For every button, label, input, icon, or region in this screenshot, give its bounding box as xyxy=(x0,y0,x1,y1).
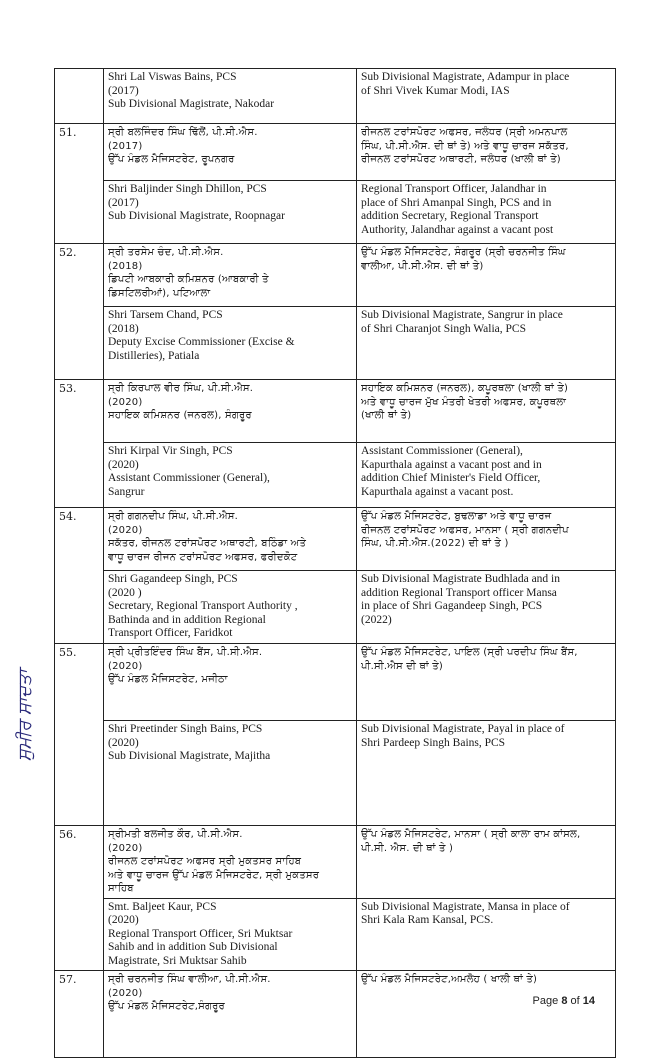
postings-table-body xyxy=(55,69,616,1058)
officer-english-line: (2020 ) xyxy=(108,586,142,599)
officer-english-line: Secretary, Regional Transport Authority , xyxy=(108,600,298,612)
serial-number: 53. xyxy=(55,380,104,508)
officer-english-line: Shri Baljinder Singh Dhillon, PCS xyxy=(108,183,267,195)
officer-punjabi-line: (2020) xyxy=(108,842,143,854)
serial-number: 55. xyxy=(55,644,104,826)
posting-punjabi-line: ਸਿੰਘ, ਪੀ.ਸੀ.ਐਸ. ਦੀ ਥਾਂ ਤੇ) ਅਤੇ ਵਾਧੂ ਚਾਰਜ ਸਕੱਤਰ, xyxy=(361,140,569,152)
posting-english-line: place of Shri Amanpal Singh, PCS and in xyxy=(361,196,552,209)
officer-english-line: Shri Gagandeep Singh, PCS xyxy=(108,573,238,585)
officer-english xyxy=(104,307,357,380)
posting-punjabi xyxy=(357,380,616,443)
serial-number: 54. xyxy=(55,508,104,644)
officer-punjabi-line: (2020) xyxy=(108,396,143,408)
serial-number: 51. xyxy=(55,124,104,244)
officer-punjabi-line: ਡਿਸਟਿਲਰੀਆਂ), ਪਟਿਆਲਾ xyxy=(108,287,211,299)
officer-english-line: (2018) xyxy=(108,322,139,335)
posting-english xyxy=(357,443,616,508)
officer-english xyxy=(104,69,357,124)
posting-punjabi-line: ਰੀਜਨਲ ਟਰਾਂਸਪੋਰਟ ਅਥਾਰਟੀ, ਜਲੰਧਰ (ਖਾਲੀ ਥਾਂ ਤੇ) xyxy=(361,154,561,165)
officer-english-line: (2017) xyxy=(108,196,139,209)
officer-english-line: Magistrate, Sri Muktsar Sahib xyxy=(108,954,247,967)
officer-punjabi-line: ਸ੍ਰੀ ਚਰਨਜੀਤ ਸਿੰਘ ਵਾਲੀਆ, ਪੀ.ਸੀ.ਐਸ. xyxy=(108,974,271,985)
page-total: 14 xyxy=(582,995,595,1007)
officer-english xyxy=(104,181,357,244)
officer-english-line: Deputy Excise Commissioner (Excise & xyxy=(108,336,295,348)
officer-punjabi-line: ਸਹਾਇਕ ਕਮਿਸ਼ਨਰ (ਜਨਰਲ), ਸੰਗਰੂਰ xyxy=(108,410,252,421)
postings-table xyxy=(54,68,616,1058)
officer-punjabi-line: (2020) xyxy=(108,987,143,999)
posting-punjabi-line: ਸਹਾਇਕ ਕਮਿਸ਼ਨਰ (ਜਨਰਲ), ਕਪੂਰਥਲਾ (ਖਾਲੀ ਥਾਂ ਤੇ) xyxy=(361,383,569,394)
posting-punjabi-line: ਉੱਪ ਮੰਡਲ ਮੈਜਿਸਟਰੇਟ, ਬੁਢਲਾਡਾ ਅਤੇ ਵਾਧੂ ਚਾਰਜ xyxy=(361,511,552,522)
posting-punjabi-line: (ਖਾਲੀ ਥਾਂ ਤੇ) xyxy=(361,410,412,421)
table-row xyxy=(55,508,616,571)
serial-number xyxy=(55,69,104,124)
table-row xyxy=(55,443,616,508)
table-row xyxy=(55,571,616,644)
officer-english-line: Smt. Baljeet Kaur, PCS xyxy=(108,900,217,913)
posting-english xyxy=(357,721,616,826)
officer-punjabi-line: ਸ੍ਰੀ ਕਿਰਪਾਲ ਵੀਰ ਸਿੰਘ, ਪੀ.ਸੀ.ਐਸ. xyxy=(108,383,254,394)
officer-punjabi-line: (2018) xyxy=(108,260,143,272)
officer-english-line: Sub Divisional Magistrate, Majitha xyxy=(108,750,271,762)
serial-number: 52. xyxy=(55,244,104,380)
table-row xyxy=(55,644,616,721)
table-row xyxy=(55,971,616,1058)
officer-english-line: (2017) xyxy=(108,84,139,97)
officer-punjabi xyxy=(104,244,357,307)
posting-punjabi-line: ਰੀਜਨਲ ਟਰਾਂਸਪੋਰਟ ਅਫਸਰ, ਜਲੰਧਰ (ਸ੍ਰੀ ਅਮਨਪਾਲ xyxy=(361,127,568,138)
posting-punjabi-line: ਪੀ.ਸੀ. ਐਸ. ਦੀ ਥਾਂ ਤੇ ) xyxy=(361,842,454,854)
officer-punjabi-line: ਸ੍ਰੀ ਪ੍ਰੀਤਇੰਦਰ ਸਿੰਘ ਬੈਂਸ, ਪੀ.ਸੀ.ਐਸ. xyxy=(108,647,263,658)
posting-punjabi-line: ਉੱਪ ਮੰਡਲ ਮੈਜਿਸਟਰੇਟ, ਪਾਇਲ (ਸ੍ਰੀ ਪਰਦੀਪ ਸਿੰਘ ਬੈਂਸ, xyxy=(361,647,578,658)
officer-punjabi-line: ਸ੍ਰੀਮਤੀ ਬਲਜੀਤ ਕੌਰ, ਪੀ.ਸੀ.ਐਸ. xyxy=(108,829,243,840)
officer-english-line: Bathinda and in addition Regional xyxy=(108,613,266,626)
officer-english-line: Regional Transport Officer, Sri Muktsar xyxy=(108,927,293,940)
officer-punjabi xyxy=(104,124,357,181)
posting-english-line: Sub Divisional Magistrate, Adampur in place xyxy=(361,71,570,83)
posting-punjabi-line: ਉੱਪ ਮੰਡਲ ਮੈਜਿਸਟਰੇਟ, ਮਾਨਸਾ ( ਸ੍ਰੀ ਕਾਲਾ ਰਾਮ ਕਾਂਸਲ, xyxy=(361,829,581,840)
page-footer xyxy=(533,995,595,1007)
officer-english-line: Shri Lal Viswas Bains, PCS xyxy=(108,71,237,83)
table-row xyxy=(55,721,616,826)
table-row xyxy=(55,124,616,181)
officer-english-line: (2020) xyxy=(108,736,139,749)
officer-punjabi-line: ਉੱਪ ਮੰਡਲ ਮੈਜਿਸਟਰੇਟ, ਮਜੀਠਾ xyxy=(108,674,228,685)
posting-punjabi-line: ਵਾਲੀਆ, ਪੀ.ਸੀ.ਐਸ. ਦੀ ਥਾਂ ਤੇ) xyxy=(361,260,484,272)
officer-english-line: Shri Kirpal Vir Singh, PCS xyxy=(108,445,233,457)
posting-punjabi xyxy=(357,508,616,571)
table-row xyxy=(55,181,616,244)
posting-english-line: of Shri Charanjot Singh Walia, PCS xyxy=(361,322,526,335)
officer-english-line: Assistant Commissioner (General), xyxy=(108,472,270,484)
officer-punjabi xyxy=(104,380,357,443)
posting-english-line: Sub Divisional Magistrate, Payal in place of xyxy=(361,723,565,735)
posting-punjabi-line: ਪੀ.ਸੀ.ਐਸ ਦੀ ਥਾਂ ਤੇ) xyxy=(361,660,443,672)
posting-english-line: Shri Pardeep Singh Bains, PCS xyxy=(361,736,506,749)
posting-english-line: Shri Kala Ram Kansal, PCS. xyxy=(361,914,494,926)
officer-punjabi-line: ਸ੍ਰੀ ਬਲਜਿੰਦਰ ਸਿੰਘ ਢਿੱਲੋਂ, ਪੀ.ਸੀ.ਐਸ. xyxy=(108,127,258,138)
table-row xyxy=(55,380,616,443)
officer-punjabi-line: (2017) xyxy=(108,140,143,152)
posting-english-line: addition Chief Minister's Field Officer, xyxy=(361,472,541,484)
officer-punjabi-line: ਅਤੇ ਵਾਧੂ ਚਾਰਜ ਉੱਪ ਮੰਡਲ ਮੈਜਿਸਟਰੇਟ, ਸ੍ਰੀ ਮੁਕਤਸਰ xyxy=(108,869,320,881)
signature-stamp xyxy=(7,655,43,775)
posting-english xyxy=(357,307,616,380)
posting-english xyxy=(357,571,616,644)
posting-english-line: Assistant Commissioner (General), xyxy=(361,445,523,457)
officer-punjabi-line: ਸਾਹਿਬ xyxy=(108,883,134,894)
posting-english xyxy=(357,898,616,971)
posting-punjabi-line: ਅਤੇ ਵਾਧੂ ਚਾਰਜ ਮੁੱਖ ਮੰਤਰੀ ਖੇਤਰੀ ਅਫਸਰ, ਕਪੂਰਥਲਾ xyxy=(361,396,567,408)
signature-text: ਸੁਮੀਰ ਸਾਦਤਾ xyxy=(14,669,36,761)
posting-english-line: in place of Shri Gagandeep Singh, PCS xyxy=(361,600,543,612)
posting-english xyxy=(357,181,616,244)
posting-punjabi xyxy=(357,644,616,721)
posting-punjabi-line: ਉੱਪ ਮੰਡਲ ਮੈਜਿਸਟਰੇਟ,ਅਮਲੋਹ ( ਖਾਲੀ ਥਾਂ ਤੇ) xyxy=(361,974,538,985)
officer-english-line: Sub Divisional Magistrate, Nakodar xyxy=(108,98,275,110)
posting-english-line: (2022) xyxy=(361,613,392,626)
officer-punjabi xyxy=(104,644,357,721)
table-row xyxy=(55,307,616,380)
officer-english-line: (2020) xyxy=(108,458,139,471)
page-number: 8 xyxy=(561,995,568,1007)
officer-punjabi-line: ਉੱਪ ਮੰਡਲ ਮੈਜਿਸਟਰੇਟ,ਸੰਗਰੂਰ xyxy=(108,1001,225,1012)
of-label: of xyxy=(570,995,580,1007)
posting-english xyxy=(357,69,616,124)
posting-punjabi xyxy=(357,244,616,307)
posting-punjabi-line: ਸਿੰਘ, ਪੀ.ਸੀ.ਐਸ.(2022) ਦੀ ਥਾਂ ਤੇ ) xyxy=(361,538,509,549)
table-row xyxy=(55,826,616,899)
officer-english-line: Sahib and in addition Sub Divisional xyxy=(108,941,278,953)
officer-punjabi xyxy=(104,826,357,899)
posting-punjabi-line: ਉੱਪ ਮੰਡਲ ਮੈਜਿਸਟਰੇਟ, ਸੰਗਰੂਰ (ਸ੍ਰੀ ਚਰਨਜੀਤ ਸਿੰਘ xyxy=(361,247,566,258)
table-row xyxy=(55,69,616,124)
page-label: Page xyxy=(532,995,559,1007)
officer-punjabi xyxy=(104,971,357,1058)
officer-english xyxy=(104,443,357,508)
officer-punjabi xyxy=(104,508,357,571)
posting-english-line: of Shri Vivek Kumar Modi, IAS xyxy=(361,84,510,97)
table-row xyxy=(55,244,616,307)
officer-punjabi-line: ਉੱਪ ਮੰਡਲ ਮੈਜਿਸਟਰੇਟ, ਰੂਪਨਗਰ xyxy=(108,154,235,165)
posting-english-line: Authority, Jalandhar against a vacant post xyxy=(361,223,554,236)
officer-english xyxy=(104,898,357,971)
officer-english xyxy=(104,721,357,826)
officer-punjabi-line: ਵਾਧੂ ਚਾਰਜ ਰੀਜਨ ਟਰਾਂਸਪੋਰਟ ਅਫਸਰ, ਫਰੀਦਕੋਟ xyxy=(108,551,298,563)
officer-punjabi-line: (2020) xyxy=(108,524,143,536)
posting-punjabi xyxy=(357,124,616,181)
officer-punjabi-line: ਡਿਪਟੀ ਆਬਕਾਰੀ ਕਮਿਸ਼ਨਰ (ਆਬਕਾਰੀ ਤੇ xyxy=(108,274,269,285)
officer-punjabi-line: ਸਕੱਤਰ, ਰੀਜਨਲ ਟਰਾਂਸਪੋਰਟ ਅਥਾਰਟੀ, ਬਠਿੰਡਾ ਅਤੇ xyxy=(108,538,307,549)
officer-english-line: Shri Tarsem Chand, PCS xyxy=(108,309,223,321)
posting-english-line: Sub Divisional Magistrate, Mansa in place of xyxy=(361,900,570,913)
officer-punjabi-line: ਸ੍ਰੀ ਗਗਨਦੀਪ ਸਿੰਘ, ਪੀ.ਸੀ.ਐਸ. xyxy=(108,511,239,522)
officer-english-line: Transport Officer, Faridkot xyxy=(108,627,233,639)
officer-english-line: Sub Divisional Magistrate, Roopnagar xyxy=(108,210,285,222)
officer-english-line: (2020) xyxy=(108,914,139,926)
serial-number: 57. xyxy=(55,971,104,1058)
table-row xyxy=(55,898,616,971)
posting-english-line: addition Secretary, Regional Transport xyxy=(361,210,539,222)
posting-punjabi-line: ਰੀਜਨਲ ਟਰਾਂਸਪੋਰਟ ਅਫਸਰ, ਮਾਨਸਾ ( ਸ੍ਰੀ ਗਗਨਦੀਪ xyxy=(361,524,569,536)
posting-english-line: Regional Transport Officer, Jalandhar in xyxy=(361,183,547,195)
posting-punjabi xyxy=(357,971,616,1058)
posting-english-line: Sub Divisional Magistrate Budhlada and in xyxy=(361,573,560,585)
officer-english-line: Distilleries), Patiala xyxy=(108,349,200,362)
officer-english-line: Sangrur xyxy=(108,485,145,498)
officer-english xyxy=(104,571,357,644)
posting-english-line: Kapurthala against a vacant post and in xyxy=(361,458,542,471)
posting-english-line: Sub Divisional Magistrate, Sangrur in place xyxy=(361,309,563,321)
officer-punjabi-line: (2020) xyxy=(108,660,143,672)
posting-english-line: addition Regional Transport officer Mansa xyxy=(361,586,557,599)
posting-punjabi xyxy=(357,826,616,899)
posting-english-line: Kapurthala against a vacant post. xyxy=(361,485,514,498)
serial-number: 56. xyxy=(55,826,104,971)
officer-punjabi-line: ਸ੍ਰੀ ਤਰਸੇਮ ਚੰਦ, ਪੀ.ਸੀ.ਐਸ. xyxy=(108,247,224,258)
officer-english-line: Shri Preetinder Singh Bains, PCS xyxy=(108,723,263,735)
officer-punjabi-line: ਰੀਜਨਲ ਟਰਾਂਸਪੋਰਟ ਅਫਸਰ ਸ੍ਰੀ ਮੁਕਤਸਰ ਸਾਹਿਬ xyxy=(108,856,302,867)
